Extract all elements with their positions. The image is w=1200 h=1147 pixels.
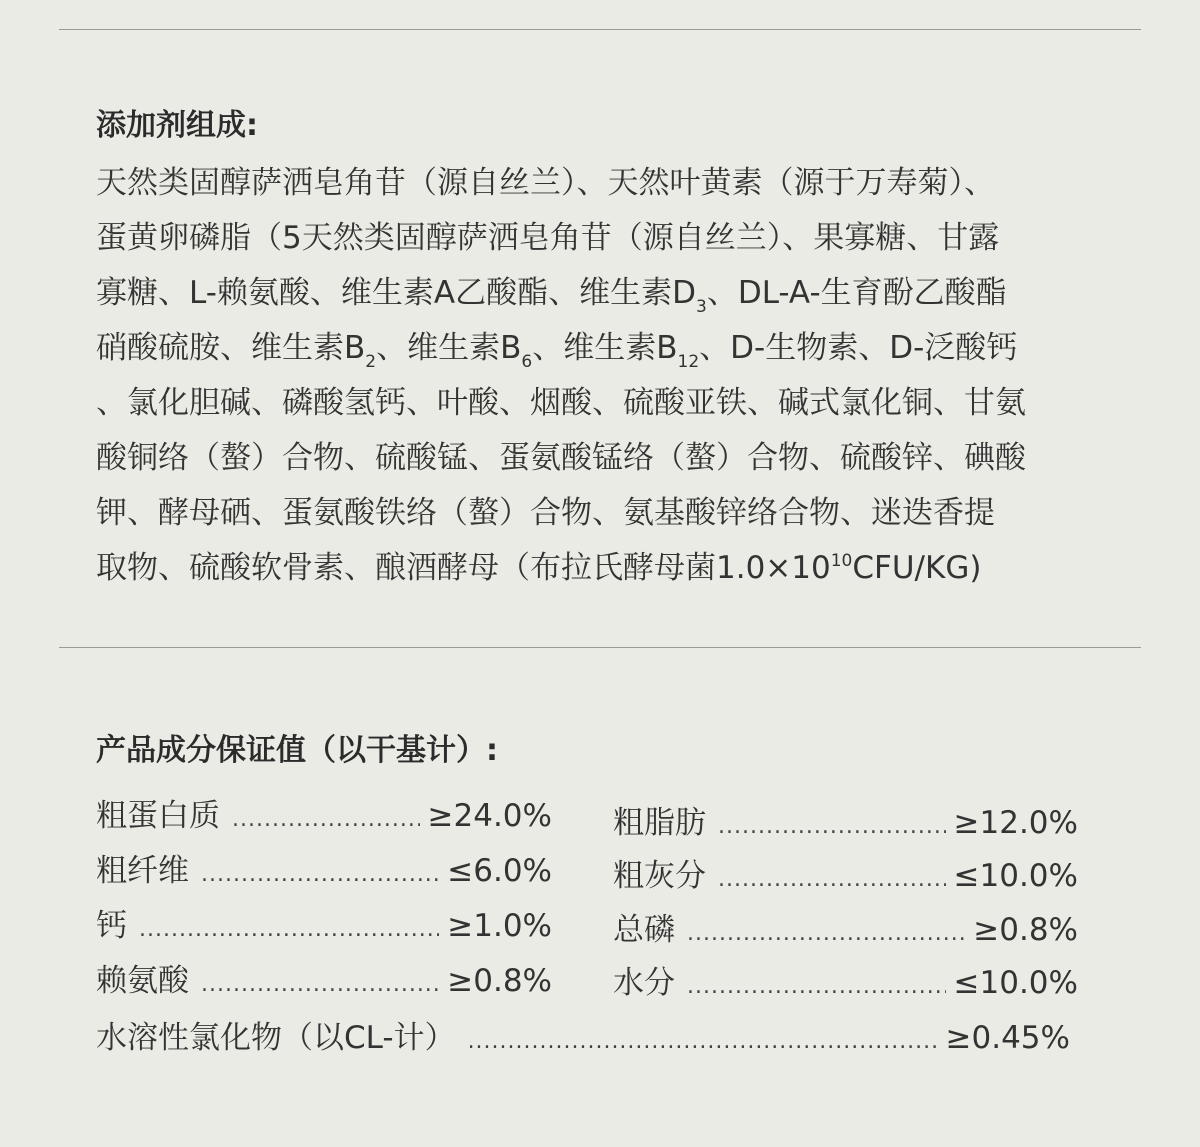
middle-divider <box>59 647 1141 648</box>
analysis-label: 水溶性氯化物（以CL-计） <box>96 1020 456 1056</box>
additives-text: 硝酸硫胺、维生素B <box>96 330 366 366</box>
additives-list <box>96 156 1076 596</box>
analysis-value: ≥0.45% <box>945 1020 1070 1056</box>
subscript: 3 <box>696 297 707 317</box>
dot-leader <box>201 972 439 997</box>
dot-leader <box>201 862 439 887</box>
analysis-value: ≤10.0% <box>953 858 1078 894</box>
analysis-value: ≤6.0% <box>447 853 552 889</box>
subscript: 2 <box>365 352 377 372</box>
additives-text: CFU/KG) <box>852 550 982 586</box>
analysis-label: 粗纤维 <box>96 853 189 889</box>
analysis-label: 赖氨酸 <box>96 963 189 999</box>
superscript: 10 <box>830 551 853 571</box>
analysis-value: ≥0.8% <box>973 912 1078 948</box>
additives-line <box>96 321 1076 376</box>
dot-leader <box>687 974 946 999</box>
analysis-row-lysine <box>96 955 552 1000</box>
analysis-row-crude-fiber <box>96 845 552 890</box>
analysis-label: 水分 <box>613 965 675 1001</box>
additives-text: 、维生素B <box>376 330 522 366</box>
analysis-value: ≥0.8% <box>447 963 552 999</box>
dot-leader <box>718 867 946 892</box>
analysis-value: ≤10.0% <box>953 965 1078 1001</box>
additives-line: 蛋黄卵磷脂（5天然类固醇萨洒皂角苷（源自丝兰）、果寡糖、甘露 <box>96 220 1000 256</box>
analysis-row-calcium <box>96 900 552 945</box>
analysis-row-crude-protein <box>96 790 552 835</box>
analysis-row-water-soluble-chloride <box>96 1012 1070 1057</box>
analysis-label: 总磷 <box>613 912 675 948</box>
dot-leader <box>139 917 439 942</box>
analysis-title: 产品成分保证值（以干基计）: <box>96 733 498 768</box>
subscript: 6 <box>521 352 533 372</box>
subscript: 12 <box>677 352 700 372</box>
analysis-row-moisture <box>613 957 1078 1002</box>
dot-leader <box>718 814 946 839</box>
analysis-value: ≥1.0% <box>447 908 552 944</box>
analysis-row-total-phosphorus <box>613 904 1078 949</box>
additives-line <box>96 541 1076 596</box>
additives-text: 取物、硫酸软骨素、酿酒酵母（布拉氏酵母菌1.0×10 <box>96 550 831 586</box>
additives-line: 、氯化胆碱、磷酸氢钙、叶酸、烟酸、硫酸亚铁、碱式氯化铜、甘氨 <box>96 385 1026 421</box>
additives-text: 、维生素B <box>532 330 678 366</box>
analysis-value: ≥24.0% <box>427 798 552 834</box>
additives-text: 、D-生物素、D-泛酸钙 <box>699 330 1018 366</box>
dot-leader <box>468 1029 938 1054</box>
analysis-row-crude-fat <box>613 797 1078 842</box>
additives-line <box>96 266 1076 321</box>
analysis-label: 钙 <box>96 908 127 944</box>
analysis-row-crude-ash <box>613 850 1078 895</box>
dot-leader <box>687 921 965 946</box>
additives-line: 天然类固醇萨洒皂角苷（源自丝兰）、天然叶黄素（源于万寿菊）、 <box>96 165 995 201</box>
analysis-label: 粗蛋白质 <box>96 798 220 834</box>
additives-line: 酸铜络（螯）合物、硫酸锰、蛋氨酸锰络（螯）合物、硫酸锌、碘酸 <box>96 440 1026 476</box>
top-divider <box>59 29 1141 30</box>
additives-text: 、DL-A-生育酚乙酸酯 <box>706 275 1007 311</box>
analysis-label: 粗灰分 <box>613 858 706 894</box>
analysis-label: 粗脂肪 <box>613 805 706 841</box>
additives-text: 寡糖、L-赖氨酸、维生素A乙酸酯、维生素D <box>96 275 696 311</box>
additives-title: 添加剂组成: <box>96 108 258 143</box>
dot-leader <box>232 807 420 832</box>
additives-line: 钾、酵母硒、蛋氨酸铁络（螯）合物、氨基酸锌络合物、迷迭香提 <box>96 495 995 531</box>
analysis-value: ≥12.0% <box>953 805 1078 841</box>
